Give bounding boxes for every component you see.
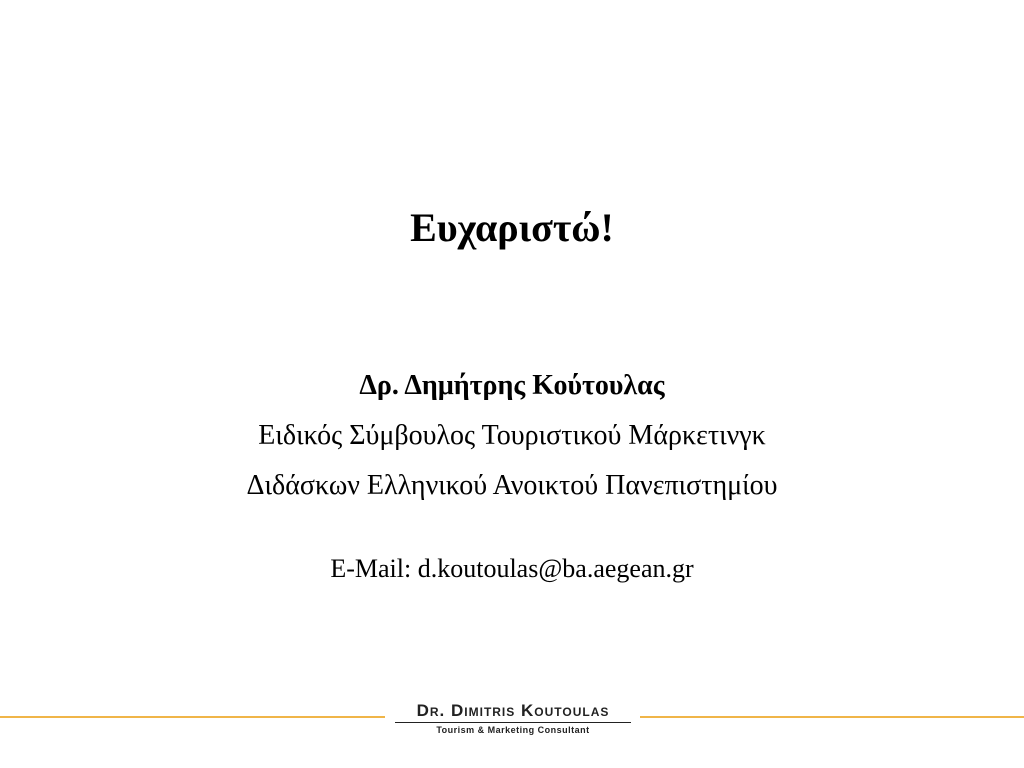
- presenter-email: E-Mail: d.koutoulas@ba.aegean.gr: [330, 554, 694, 583]
- footer-rule-left: [0, 716, 385, 718]
- presenter-name: Δρ. Δημήτρης Κούτουλας: [359, 370, 665, 401]
- footer-rule-right: [640, 716, 1024, 718]
- footer-logo: [393, 700, 633, 744]
- logo-tagline: Tourism & Marketing Consultant: [436, 725, 590, 735]
- slide-title: Ευχαριστώ!: [410, 205, 614, 250]
- logo-name: Dr. Dimitris Koutoulas: [416, 701, 610, 720]
- presenter-role: Ειδικός Σύμβουλος Τουριστικού Μάρκετινγκ: [258, 420, 766, 451]
- presenter-teaching: Διδάσκων Ελληνικού Ανοικτού Πανεπιστημίου: [246, 470, 778, 501]
